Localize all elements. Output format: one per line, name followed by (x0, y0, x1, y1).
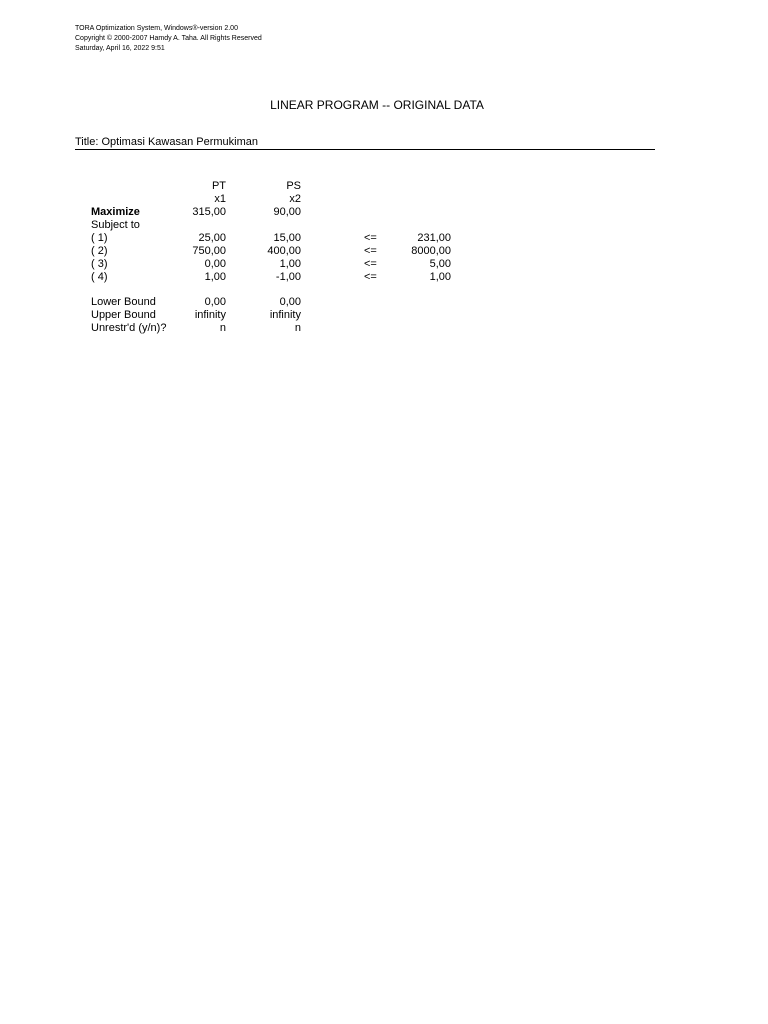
bound-label: Upper Bound (91, 309, 156, 321)
constraint-coef-x1: 0,00 (204, 258, 226, 270)
model-title: Title: Optimasi Kawasan Permukiman (75, 136, 655, 150)
constraint-coef-x1: 750,00 (192, 245, 226, 257)
var-name-x1: PT (211, 180, 226, 192)
constraint-label: ( 3) (91, 258, 108, 270)
bound-value-x1: n (219, 322, 226, 334)
objective-coef-x2: 90,00 (273, 206, 301, 218)
constraint-coef-x1: 25,00 (198, 232, 226, 244)
constraint-label: ( 2) (91, 245, 108, 257)
constraint-rhs: 5,00 (429, 258, 451, 270)
report-title: LINEAR PROGRAM -- ORIGINAL DATA (270, 98, 484, 112)
var-symbol-x2: x2 (289, 193, 301, 205)
bound-value-x2: 0,00 (279, 296, 301, 308)
bound-value-x2: infinity (269, 309, 301, 321)
constraint-label: ( 1) (91, 232, 108, 244)
constraint-operator: <= (364, 258, 377, 270)
bound-label: Lower Bound (91, 296, 156, 308)
constraint-label: ( 4) (91, 271, 108, 283)
report-header (75, 24, 262, 54)
constraint-coef-x1: 1,00 (204, 271, 226, 283)
subject-to-label: Subject to (91, 219, 140, 231)
constraint-coef-x2: -1,00 (275, 271, 301, 283)
var-symbol-x1: x1 (214, 193, 226, 205)
objective-coef-x1: 315,00 (192, 206, 226, 218)
bound-value-x1: 0,00 (204, 296, 226, 308)
constraint-operator: <= (364, 245, 377, 257)
constraint-coef-x2: 15,00 (273, 232, 301, 244)
constraint-rhs: 1,00 (429, 271, 451, 283)
bound-value-x2: n (294, 322, 301, 334)
constraint-coef-x2: 400,00 (267, 245, 301, 257)
report-date: Saturday, April 16, 2022 9:51 (75, 45, 165, 52)
constraint-rhs: 8000,00 (411, 245, 451, 257)
copyright-line: Copyright © 2000-2007 Hamdy A. Taha. All Rights Reserved (75, 35, 262, 42)
constraint-operator: <= (364, 271, 377, 283)
software-name: TORA Optimization System, Windows®-version 2.00 (75, 25, 238, 32)
bound-value-x1: infinity (194, 309, 226, 321)
constraint-coef-x2: 1,00 (279, 258, 301, 270)
constraint-operator: <= (364, 232, 377, 244)
constraint-rhs: 231,00 (417, 232, 451, 244)
objective-label: Maximize (91, 206, 140, 218)
bound-label: Unrestr'd (y/n)? (91, 322, 167, 334)
var-name-x2: PS (286, 180, 301, 192)
